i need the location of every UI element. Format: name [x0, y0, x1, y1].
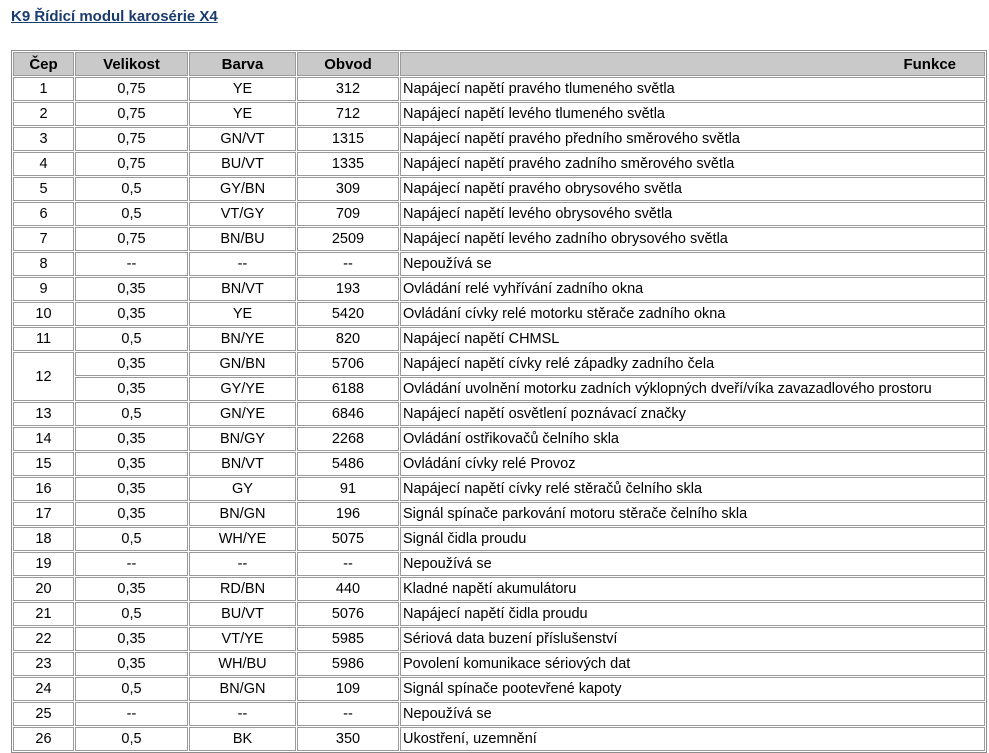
table-row [13, 227, 985, 251]
cell-velikost: 0,35 [75, 652, 188, 676]
cell-cep: 20 [13, 577, 74, 601]
cell-velikost: 0,75 [75, 152, 188, 176]
cell-cep: 1 [13, 77, 74, 101]
cell-obvod: 350 [297, 727, 399, 751]
cell-barva: -- [189, 252, 296, 276]
table-row [13, 427, 985, 451]
cell-cep: 10 [13, 302, 74, 326]
cell-cep: 24 [13, 677, 74, 701]
cell-barva: RD/BN [189, 577, 296, 601]
cell-obvod: 6188 [297, 377, 399, 401]
cell-obvod: 820 [297, 327, 399, 351]
cell-funkce: Napájecí napětí CHMSL [400, 327, 985, 351]
cell-obvod: 1315 [297, 127, 399, 151]
cell-barva: BK [189, 727, 296, 751]
cell-velikost: 0,35 [75, 477, 188, 501]
cell-obvod: 709 [297, 202, 399, 226]
table-row [13, 202, 985, 226]
cell-barva: BN/VT [189, 452, 296, 476]
cell-barva: BN/BU [189, 227, 296, 251]
table-row [13, 702, 985, 726]
cell-funkce: Nepoužívá se [400, 552, 985, 576]
header-row [13, 52, 985, 76]
cell-cep: 13 [13, 402, 74, 426]
cell-barva: GY/YE [189, 377, 296, 401]
cell-velikost: 0,35 [75, 277, 188, 301]
cell-barva: YE [189, 102, 296, 126]
cell-funkce: Ukostření, uzemnění [400, 727, 985, 751]
header-obvod: Obvod [297, 52, 399, 76]
table-row [13, 302, 985, 326]
cell-velikost: -- [75, 552, 188, 576]
cell-barva: BN/GN [189, 677, 296, 701]
cell-funkce: Napájecí napětí osvětlení poznávací značky [400, 402, 985, 426]
cell-velikost: 0,75 [75, 127, 188, 151]
table-row [13, 127, 985, 151]
header-cep: Čep [13, 52, 74, 76]
cell-cep: 19 [13, 552, 74, 576]
cell-obvod: -- [297, 252, 399, 276]
cell-barva: VT/YE [189, 627, 296, 651]
cell-barva: WH/BU [189, 652, 296, 676]
cell-obvod: 312 [297, 77, 399, 101]
table-row [13, 77, 985, 101]
cell-barva: BN/GN [189, 502, 296, 526]
cell-velikost: 0,75 [75, 227, 188, 251]
cell-barva: BN/GY [189, 427, 296, 451]
cell-obvod: 5075 [297, 527, 399, 551]
cell-barva: YE [189, 77, 296, 101]
cell-cep: 12 [13, 352, 74, 401]
cell-cep: 2 [13, 102, 74, 126]
cell-obvod: 6846 [297, 402, 399, 426]
cell-velikost: 0,35 [75, 352, 188, 376]
table-row [13, 477, 985, 501]
cell-barva: BN/YE [189, 327, 296, 351]
cell-obvod: 5486 [297, 452, 399, 476]
cell-cep: 14 [13, 427, 74, 451]
cell-cep: 8 [13, 252, 74, 276]
table-row [13, 577, 985, 601]
cell-cep: 23 [13, 652, 74, 676]
cell-velikost: 0,35 [75, 302, 188, 326]
table-row [13, 502, 985, 526]
cell-funkce: Signál spínače parkování motoru stěrače čelního skla [400, 502, 985, 526]
table-row [13, 652, 985, 676]
header-velikost: Velikost [75, 52, 188, 76]
table-row [13, 552, 985, 576]
cell-funkce: Nepoužívá se [400, 702, 985, 726]
cell-funkce: Signál spínače pootevřené kapoty [400, 677, 985, 701]
cell-velikost: 0,5 [75, 602, 188, 626]
cell-velikost: -- [75, 252, 188, 276]
table-row [13, 152, 985, 176]
cell-cep: 6 [13, 202, 74, 226]
cell-barva: BU/VT [189, 152, 296, 176]
cell-velikost: 0,35 [75, 377, 188, 401]
table-row [13, 352, 985, 376]
cell-funkce: Signál čidla proudu [400, 527, 985, 551]
table-row [13, 452, 985, 476]
cell-funkce: Ovládání uvolnění motorku zadních výklopných dveří/víka zavazadlového prostoru [400, 377, 985, 401]
cell-velikost: 0,35 [75, 427, 188, 451]
cell-barva: GN/VT [189, 127, 296, 151]
table-row [13, 727, 985, 751]
cell-velikost: 0,5 [75, 727, 188, 751]
cell-funkce: Kladné napětí akumulátoru [400, 577, 985, 601]
cell-cep: 18 [13, 527, 74, 551]
cell-obvod: 5420 [297, 302, 399, 326]
table-row [13, 602, 985, 626]
table-row [13, 402, 985, 426]
cell-barva: -- [189, 702, 296, 726]
cell-obvod: -- [297, 702, 399, 726]
connector-pinout-table [11, 50, 987, 753]
cell-funkce: Ovládání relé vyhřívání zadního okna [400, 277, 985, 301]
table-body [13, 77, 985, 751]
cell-funkce: Napájecí napětí cívky relé západky zadního čela [400, 352, 985, 376]
cell-funkce: Napájecí napětí čidla proudu [400, 602, 985, 626]
cell-cep: 25 [13, 702, 74, 726]
cell-obvod: -- [297, 552, 399, 576]
cell-funkce: Napájecí napětí cívky relé stěračů čelního skla [400, 477, 985, 501]
cell-barva: GY/BN [189, 177, 296, 201]
cell-obvod: 5985 [297, 627, 399, 651]
cell-barva: GY [189, 477, 296, 501]
cell-funkce: Napájecí napětí levého obrysového světla [400, 202, 985, 226]
cell-funkce: Napájecí napětí pravého tlumeného světla [400, 77, 985, 101]
cell-cep: 15 [13, 452, 74, 476]
cell-cep: 5 [13, 177, 74, 201]
cell-cep: 7 [13, 227, 74, 251]
cell-cep: 17 [13, 502, 74, 526]
cell-funkce: Sériová data buzení příslušenství [400, 627, 985, 651]
cell-velikost: 0,75 [75, 102, 188, 126]
cell-cep: 11 [13, 327, 74, 351]
cell-velikost: 0,5 [75, 527, 188, 551]
cell-obvod: 2509 [297, 227, 399, 251]
cell-cep: 22 [13, 627, 74, 651]
cell-obvod: 5986 [297, 652, 399, 676]
cell-velikost: 0,5 [75, 202, 188, 226]
cell-barva: WH/YE [189, 527, 296, 551]
cell-barva: GN/YE [189, 402, 296, 426]
cell-velikost: 0,5 [75, 177, 188, 201]
table-row [13, 327, 985, 351]
cell-obvod: 5706 [297, 352, 399, 376]
cell-velikost: 0,35 [75, 502, 188, 526]
cell-cep: 21 [13, 602, 74, 626]
cell-funkce: Napájecí napětí levého tlumeného světla [400, 102, 985, 126]
cell-funkce: Napájecí napětí pravého zadního směrového světla [400, 152, 985, 176]
cell-velikost: 0,35 [75, 627, 188, 651]
cell-obvod: 712 [297, 102, 399, 126]
table-header [13, 52, 985, 76]
cell-obvod: 1335 [297, 152, 399, 176]
table-row [13, 677, 985, 701]
cell-obvod: 309 [297, 177, 399, 201]
cell-obvod: 440 [297, 577, 399, 601]
cell-obvod: 2268 [297, 427, 399, 451]
cell-funkce: Napájecí napětí levého zadního obrysového světla [400, 227, 985, 251]
cell-barva: BN/VT [189, 277, 296, 301]
cell-funkce: Nepoužívá se [400, 252, 985, 276]
cell-cep: 4 [13, 152, 74, 176]
cell-funkce: Napájecí napětí pravého předního směrového světla [400, 127, 985, 151]
cell-funkce: Ovládání cívky relé Provoz [400, 452, 985, 476]
table-row [13, 377, 985, 401]
header-barva: Barva [189, 52, 296, 76]
cell-obvod: 109 [297, 677, 399, 701]
table-row [13, 102, 985, 126]
cell-velikost: 0,5 [75, 327, 188, 351]
cell-funkce: Ovládání cívky relé motorku stěrače zadního okna [400, 302, 985, 326]
table-row [13, 277, 985, 301]
cell-barva: GN/BN [189, 352, 296, 376]
cell-velikost: 0,5 [75, 402, 188, 426]
cell-funkce: Ovládání ostřikovačů čelního skla [400, 427, 985, 451]
cell-barva: VT/GY [189, 202, 296, 226]
cell-cep: 16 [13, 477, 74, 501]
cell-funkce: Napájecí napětí pravého obrysového světla [400, 177, 985, 201]
cell-velikost: 0,5 [75, 677, 188, 701]
header-funkce: Funkce [400, 52, 985, 76]
cell-barva: YE [189, 302, 296, 326]
table-row [13, 627, 985, 651]
cell-cep: 26 [13, 727, 74, 751]
cell-funkce: Povolení komunikace sériových dat [400, 652, 985, 676]
table-row [13, 177, 985, 201]
cell-obvod: 5076 [297, 602, 399, 626]
page-title[interactable]: K9 Řídicí modul karosérie X4 [11, 8, 218, 25]
table-row [13, 252, 985, 276]
cell-velikost: -- [75, 702, 188, 726]
cell-velikost: 0,35 [75, 452, 188, 476]
cell-barva: -- [189, 552, 296, 576]
cell-cep: 3 [13, 127, 74, 151]
cell-velikost: 0,35 [75, 577, 188, 601]
cell-obvod: 91 [297, 477, 399, 501]
cell-barva: BU/VT [189, 602, 296, 626]
cell-obvod: 193 [297, 277, 399, 301]
cell-obvod: 196 [297, 502, 399, 526]
table-row [13, 527, 985, 551]
cell-velikost: 0,75 [75, 77, 188, 101]
cell-cep: 9 [13, 277, 74, 301]
